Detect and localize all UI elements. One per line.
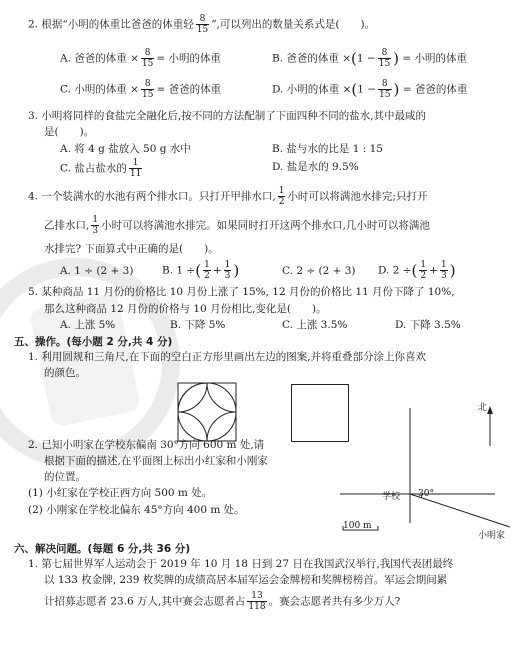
- q3-option-b: B. 盐与水的比是 1 : 15: [272, 143, 383, 155]
- s5-q2-sub-2: (2) 小刚家在学校北偏东 45°方向 400 m 处。: [28, 504, 245, 516]
- q3-option-d: D. 盐是水的 9.5%: [272, 161, 359, 173]
- q4-option-c: C. 2 ÷ (2 + 3): [282, 265, 356, 277]
- s6-q1-line-1: 1. 第七届世界军人运动会于 2019 年 10 月 18 日到 27 日在我国武汉举行,我国代表团最终: [28, 558, 454, 570]
- map-xiaoming-home-label: 小明家: [478, 531, 506, 541]
- q3-option-a: A. 将 4 g 盐放入 50 g 水中: [60, 143, 191, 155]
- q2-option-c: C. 小明的体重 × $\frac{8}{15}$ = 爸爸的体重: [60, 79, 222, 100]
- q2-stem-text: 2. 根据“小明的体重比爸爸的体重轻: [28, 18, 194, 31]
- s5-q2-line-2: 根据下面的描述,在平面图上标出小红家和小刚家: [44, 455, 268, 467]
- q5-option-b: B. 下降 5%: [170, 319, 226, 331]
- q2-stem: [28, 14, 375, 35]
- q3-line-2: 是( )。: [44, 126, 95, 138]
- q5-line-1: 5. 某种商品 11 月份的价格比 10 月份上涨了 15%, 12 月份的价格比 11 月份下降了 10%,: [28, 286, 455, 298]
- q2-option-a: A. 爸爸的体重 × $\frac{8}{15}$ = 小明的体重: [60, 48, 221, 69]
- map-school-label: 学校: [382, 492, 401, 502]
- q4-line-1: 4. 一个装满水的水池有两个排水口。只打开甲排水口, $\frac{1}{2}$ 小时可以将满池水排完;只打开: [28, 186, 428, 207]
- q5-line-2: 那么这种商品 12 月份的价格与 10 月份相比,变化是( )。: [44, 303, 327, 315]
- q4-line-2: 乙排水口, $\frac{1}{3}$ 小时可以将满池水排完。如果同时打开这两个排水口,几小时可以将满池: [44, 215, 430, 236]
- q4-option-b: B. 1 ÷( $\frac{1}{2}$ + $\frac{1}{3}$ ): [162, 260, 240, 281]
- s5-q2-line-1: 2. 已知小明家在学校东偏南 30°方向 600 m 处,请: [28, 439, 265, 451]
- map-scale-label: 100 m: [343, 521, 372, 531]
- q3-line-1: 3. 小明将同样的食盐完全融化后,按不同的方法配制了下面四种不同的盐水,其中最咸的: [28, 110, 427, 122]
- map-north-label: 北: [478, 403, 488, 413]
- s5-q2-line-3: 的位置。: [44, 471, 86, 483]
- q5-option-d: D. 下降 3.5%: [395, 319, 461, 331]
- q2-option-d: D. 小明的体重 ×(1 − $\frac{8}{15}$ ) = 爸爸的体重: [272, 79, 468, 100]
- q4-option-d: D. 2 ÷( $\frac{1}{2}$ + $\frac{1}{3}$ ): [378, 260, 456, 281]
- q4-option-a: A. 1 ÷ (2 + 3): [60, 265, 134, 277]
- section-6-title: 六、解决问题。(每题 6 分,共 36 分): [14, 543, 191, 555]
- s5-q1-line-2: 的颜色。: [44, 367, 86, 379]
- q2-stem-tail: ”,可以列出的数量关系式是( )。: [211, 18, 376, 31]
- s5-q1-line-1: 1. 利用圆规和三角尺,在下面的空白正方形里画出左边的图案,并将重叠部分涂上你喜欢: [28, 351, 427, 363]
- map-angle-label: 30°: [418, 489, 434, 499]
- q5-option-a: A. 上涨 5%: [60, 319, 116, 331]
- q4-line-3: 水排完? 下面算式中正确的是( )。: [44, 243, 219, 255]
- flower-pattern-figure: [177, 382, 237, 442]
- section-5-title: 五、操作。(每小题 2 分,共 4 分): [14, 336, 173, 348]
- q5-option-c: C. 上涨 3.5%: [282, 319, 348, 331]
- q2-stem-fraction: $\frac{8}{15}$: [196, 14, 209, 35]
- s6-q1-line-3: 计招募志愿者 23.6 万人,其中赛会志愿者占 $\frac{13}{118}$ 。赛会志愿者共有多少万人?: [44, 591, 401, 612]
- direction-map: [330, 398, 529, 538]
- q3-option-c: C. 盐占盐水的 $\frac{1}{11}$: [60, 158, 142, 179]
- s5-q2-sub-1: (1) 小红家在学校正西方向 500 m 处。: [28, 487, 213, 499]
- s6-q1-line-2: 以 133 枚金牌, 239 枚奖牌的成绩高居本届军运会金牌榜和奖牌榜榜首。军运会期间累: [44, 574, 448, 586]
- q2-option-b: B. 爸爸的体重 ×(1 − $\frac{8}{15}$ ) = 小明的体重: [272, 48, 468, 69]
